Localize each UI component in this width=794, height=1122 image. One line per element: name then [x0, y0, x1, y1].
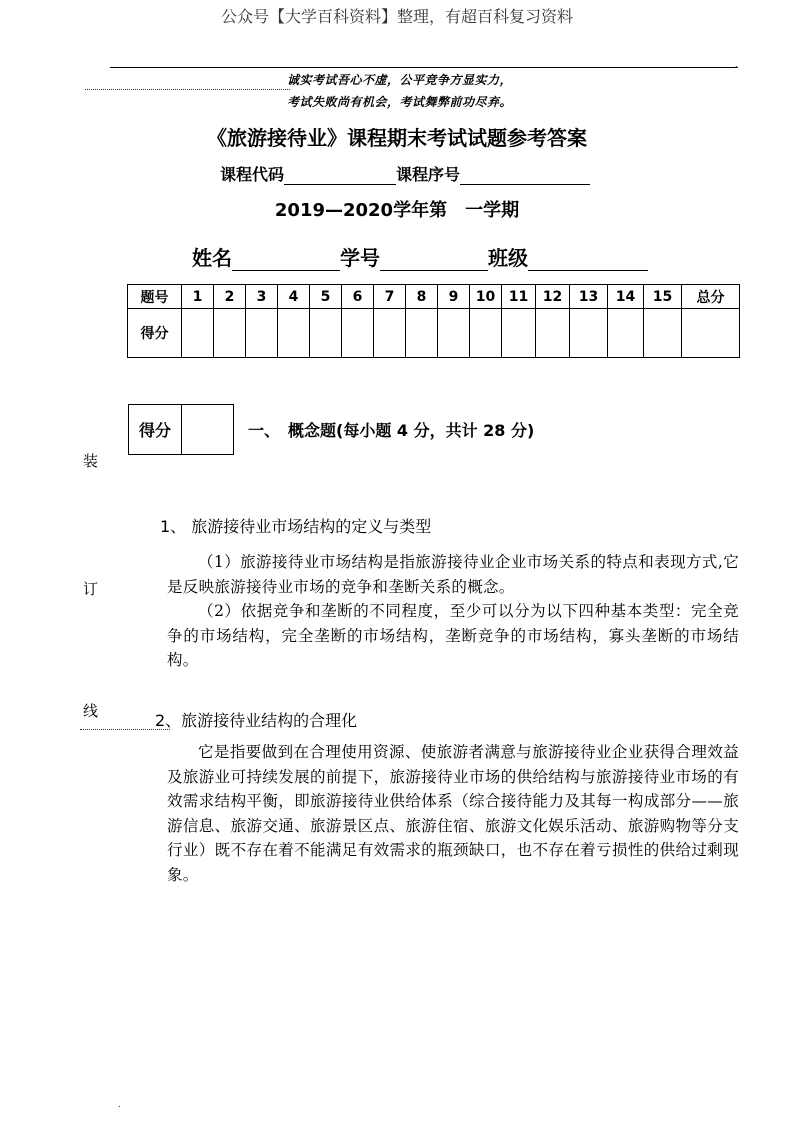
answer-paragraph: （1）旅游接待业市场结构是指旅游接待业企业市场关系的特点和表现方式,它是反映旅游接待业市场的竞争和垄断关系的概念。: [167, 553, 739, 596]
question-number: 10: [470, 285, 502, 309]
exam-motto-line-1: 诚实考试吾心不虚，公平竞争方显实力，: [287, 73, 513, 87]
score-cell[interactable]: [182, 309, 214, 358]
name-label: 姓名: [192, 246, 232, 270]
question-1-title: 1、 旅游接待业市场结构的定义与类型: [160, 517, 432, 536]
top-rule: [110, 67, 738, 68]
answer-paragraph: 它是指要做到在合理使用资源、使旅游者满意与旅游接待业企业获得合理效益及旅游业可持续发展的前提下，旅游接待业市场的供给结构与旅游接待业市场的有效需求结构平衡，即旅游接待业供给体系（综合接待能力及其每一构成部分——旅游信息、旅游交通、旅游景区点、旅游住宿、旅游文化娱乐活动、旅游购物等分支行业）既不存在着不能满足有效需求的瓶颈缺口，也不存在着亏损性的供给过剩现象。: [167, 743, 739, 884]
name-field[interactable]: [232, 248, 340, 271]
score-table-score-row: [128, 309, 740, 358]
question-number: 3: [246, 285, 278, 309]
score-table-header-row: [128, 285, 740, 309]
course-info-row: [220, 162, 590, 185]
binding-dotted-line: [85, 89, 290, 90]
question-1-answer: [167, 550, 739, 673]
question-number: 13: [570, 285, 608, 309]
binding-mark-zhuang: 装: [83, 452, 99, 470]
student-id-field[interactable]: [380, 248, 488, 271]
score-cell[interactable]: [644, 309, 682, 358]
total-score-label: 总分: [682, 285, 740, 309]
question-number: 5: [310, 285, 342, 309]
course-code-label: 课程代码: [220, 165, 285, 184]
score-cell[interactable]: [570, 309, 608, 358]
academic-year: [0, 196, 794, 222]
score-cell[interactable]: [214, 309, 246, 358]
score-cell[interactable]: [608, 309, 644, 358]
exam-title: 《旅游接待业》课程期末考试试题参考答案: [207, 126, 587, 150]
section-score-label: 得分: [129, 405, 182, 454]
question-number: 11: [502, 285, 536, 309]
question-number: 4: [278, 285, 310, 309]
course-seq-label: 课程序号: [396, 165, 461, 184]
binding-mark-ding: 订: [83, 580, 99, 598]
question-number-label: 题号: [128, 285, 182, 309]
course-seq-field[interactable]: [460, 166, 590, 185]
student-id-label: 学号: [340, 246, 380, 270]
year-suffix: 学年第 一学期: [393, 200, 520, 221]
section-score-box: [128, 404, 234, 455]
score-table: [127, 284, 740, 358]
score-cell[interactable]: [438, 309, 470, 358]
score-label: 得分: [128, 309, 182, 358]
watermark-header: 公众号【大学百科资料】整理，有超百科复习资料: [220, 7, 573, 26]
score-cell[interactable]: [342, 309, 374, 358]
corner-dot: .: [735, 60, 738, 69]
question-number: 2: [214, 285, 246, 309]
section-heading: 一、 概念题(每小题 4 分，共计 28 分): [248, 421, 535, 440]
score-cell[interactable]: [470, 309, 502, 358]
question-number: 12: [536, 285, 570, 309]
class-field[interactable]: [528, 248, 648, 271]
score-cell[interactable]: [374, 309, 406, 358]
footer-dot: .: [118, 1100, 121, 1109]
question-2-title: 2、旅游接待业结构的合理化: [155, 711, 358, 730]
score-cell[interactable]: [502, 309, 536, 358]
score-cell[interactable]: [406, 309, 438, 358]
question-number: 15: [644, 285, 682, 309]
exam-motto-line-2: 考试失败尚有机会，考试舞弊前功尽弃。: [287, 95, 513, 109]
score-cell[interactable]: [278, 309, 310, 358]
question-number: 14: [608, 285, 644, 309]
binding-mark-xian: 线: [83, 702, 99, 720]
score-cell[interactable]: [310, 309, 342, 358]
score-cell[interactable]: [246, 309, 278, 358]
question-number: 7: [374, 285, 406, 309]
question-number: 8: [406, 285, 438, 309]
year-range: 2019—2020: [274, 200, 394, 221]
total-score-cell[interactable]: [682, 309, 740, 358]
question-number: 9: [438, 285, 470, 309]
question-2-answer: [167, 740, 739, 888]
section-score-cell[interactable]: [182, 405, 233, 454]
answer-paragraph: （2）依据竞争和垄断的不同程度，至少可以分为以下四种基本类型：完全竞争的市场结构，完全垄断的市场结构，垄断竞争的市场结构，寡头垄断的市场结构。: [167, 602, 739, 670]
question-number: 1: [182, 285, 214, 309]
student-info-row: [192, 242, 648, 271]
question-number: 6: [342, 285, 374, 309]
class-label: 班级: [488, 246, 528, 270]
course-code-field[interactable]: [284, 166, 396, 185]
score-cell[interactable]: [536, 309, 570, 358]
